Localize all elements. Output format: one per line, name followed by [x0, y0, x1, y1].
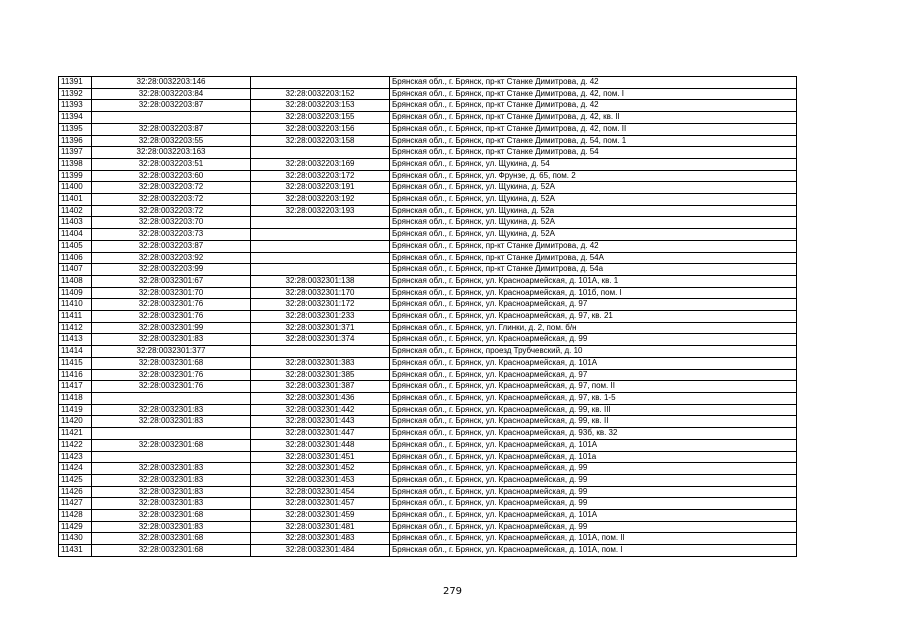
row-number-cell: 11424: [59, 463, 92, 475]
cadastral-number-cell: 32:28:0032203:60: [92, 170, 251, 182]
table-row: [59, 135, 797, 147]
object-cadastral-number-cell: 32:28:0032301:453: [251, 474, 390, 486]
object-cadastral-number-cell: 32:28:0032301:483: [251, 533, 390, 545]
object-cadastral-number-cell: 32:28:0032301:457: [251, 498, 390, 510]
object-cadastral-number-cell: 32:28:0032301:436: [251, 392, 390, 404]
table-row: [59, 205, 797, 217]
row-number-cell: 11431: [59, 545, 92, 557]
address-cell: Брянская обл., г. Брянск, ул. Щукина, д. 54: [390, 158, 797, 170]
table-row: [59, 392, 797, 404]
row-number-cell: 11412: [59, 322, 92, 334]
table-row: [59, 112, 797, 124]
object-cadastral-number-cell: 32:28:0032203:192: [251, 194, 390, 206]
cadastral-number-cell: 32:28:0032203:146: [92, 77, 251, 89]
cadastral-number-cell: 32:28:0032301:83: [92, 498, 251, 510]
row-number-cell: 11410: [59, 299, 92, 311]
table-row: [59, 451, 797, 463]
cadastral-number-cell: 32:28:0032203:73: [92, 229, 251, 241]
table-row: [59, 77, 797, 89]
row-number-cell: 11423: [59, 451, 92, 463]
address-cell: Брянская обл., г. Брянск, ул. Красноармейская, д. 101а: [390, 451, 797, 463]
row-number-cell: 11430: [59, 533, 92, 545]
object-cadastral-number-cell: 32:28:0032301:385: [251, 369, 390, 381]
table-row: [59, 123, 797, 135]
table-row: [59, 510, 797, 522]
cadastral-number-cell: 32:28:0032301:377: [92, 346, 251, 358]
object-cadastral-number-cell: 32:28:0032203:153: [251, 100, 390, 112]
cadastral-number-cell: 32:28:0032301:83: [92, 404, 251, 416]
address-cell: Брянская обл., г. Брянск, ул. Щукина, д. 52А: [390, 217, 797, 229]
table-row: [59, 404, 797, 416]
address-cell: Брянская обл., г. Брянск, пр-кт Станке Димитрова, д. 54а: [390, 264, 797, 276]
row-number-cell: 11420: [59, 416, 92, 428]
address-cell: Брянская обл., г. Брянск, ул. Фрунзе, д. 65, пом. 2: [390, 170, 797, 182]
row-number-cell: 11418: [59, 392, 92, 404]
object-cadastral-number-cell: 32:28:0032203:152: [251, 88, 390, 100]
table-row: [59, 100, 797, 112]
cadastral-number-cell: 32:28:0032301:83: [92, 334, 251, 346]
cadastral-number-cell: 32:28:0032203:163: [92, 147, 251, 159]
row-number-cell: 11426: [59, 486, 92, 498]
address-cell: Брянская обл., г. Брянск, пр-кт Станке Димитрова, д. 42: [390, 240, 797, 252]
table-row: [59, 322, 797, 334]
row-number-cell: 11406: [59, 252, 92, 264]
address-cell: Брянская обл., г. Брянск, ул. Красноармейская, д. 93б, кв. 32: [390, 428, 797, 440]
address-cell: Брянская обл., г. Брянск, ул. Щукина, д. 52А: [390, 182, 797, 194]
row-number-cell: 11404: [59, 229, 92, 241]
object-cadastral-number-cell: 32:28:0032301:172: [251, 299, 390, 311]
cadastral-number-cell: [92, 112, 251, 124]
table-row: [59, 533, 797, 545]
page-number: 279: [442, 586, 463, 597]
cadastral-number-cell: 32:28:0032203:87: [92, 123, 251, 135]
row-number-cell: 11405: [59, 240, 92, 252]
row-number-cell: 11417: [59, 381, 92, 393]
cadastral-number-cell: 32:28:0032203:84: [92, 88, 251, 100]
address-cell: Брянская обл., г. Брянск, пр-кт Станке Димитрова, д. 42, пом. II: [390, 123, 797, 135]
cadastral-number-cell: 32:28:0032301:76: [92, 381, 251, 393]
cadastral-number-cell: 32:28:0032203:72: [92, 182, 251, 194]
table-row: [59, 88, 797, 100]
object-cadastral-number-cell: 32:28:0032203:155: [251, 112, 390, 124]
address-cell: Брянская обл., г. Брянск, ул. Красноармейская, д. 99: [390, 521, 797, 533]
table-row: [59, 439, 797, 451]
object-cadastral-number-cell: 32:28:0032301:459: [251, 510, 390, 522]
cadastral-number-cell: 32:28:0032203:87: [92, 240, 251, 252]
table-row: [59, 275, 797, 287]
cadastral-number-cell: [92, 451, 251, 463]
object-cadastral-number-cell: 32:28:0032203:169: [251, 158, 390, 170]
address-cell: Брянская обл., г. Брянск, пр-кт Станке Димитрова, д. 54А: [390, 252, 797, 264]
address-cell: Брянская обл., г. Брянск, проезд Трубчевский, д. 10: [390, 346, 797, 358]
table-row: [59, 486, 797, 498]
table-row: [59, 217, 797, 229]
cadastral-number-cell: 32:28:0032203:55: [92, 135, 251, 147]
cadastral-number-cell: [92, 428, 251, 440]
cadastral-number-cell: 32:28:0032301:68: [92, 545, 251, 557]
row-number-cell: 11419: [59, 404, 92, 416]
address-cell: Брянская обл., г. Брянск, ул. Красноармейская, д. 97: [390, 299, 797, 311]
address-cell: Брянская обл., г. Брянск, ул. Глинки, д. 2, пом. б/н: [390, 322, 797, 334]
row-number-cell: 11396: [59, 135, 92, 147]
object-cadastral-number-cell: 32:28:0032203:158: [251, 135, 390, 147]
row-number-cell: 11394: [59, 112, 92, 124]
object-cadastral-number-cell: 32:28:0032203:172: [251, 170, 390, 182]
table-row: [59, 545, 797, 557]
object-cadastral-number-cell: 32:28:0032301:138: [251, 275, 390, 287]
table-row: [59, 416, 797, 428]
row-number-cell: 11415: [59, 357, 92, 369]
table-row: [59, 182, 797, 194]
address-cell: Брянская обл., г. Брянск, пр-кт Станке Димитрова, д. 42: [390, 100, 797, 112]
address-cell: Брянская обл., г. Брянск, пр-кт Станке Димитрова, д. 42, кв. II: [390, 112, 797, 124]
cadastral-number-cell: 32:28:0032301:83: [92, 416, 251, 428]
row-number-cell: 11393: [59, 100, 92, 112]
table-row: [59, 229, 797, 241]
row-number-cell: 11395: [59, 123, 92, 135]
cadastral-number-cell: 32:28:0032301:68: [92, 357, 251, 369]
cadastral-number-cell: 32:28:0032301:83: [92, 474, 251, 486]
object-cadastral-number-cell: 32:28:0032301:451: [251, 451, 390, 463]
object-cadastral-number-cell: 32:28:0032301:481: [251, 521, 390, 533]
cadastral-number-cell: 32:28:0032301:83: [92, 521, 251, 533]
address-cell: Брянская обл., г. Брянск, ул. Красноармейская, д. 99: [390, 498, 797, 510]
row-number-cell: 11392: [59, 88, 92, 100]
row-number-cell: 11408: [59, 275, 92, 287]
row-number-cell: 11413: [59, 334, 92, 346]
object-cadastral-number-cell: 32:28:0032301:448: [251, 439, 390, 451]
object-cadastral-number-cell: 32:28:0032301:447: [251, 428, 390, 440]
row-number-cell: 11400: [59, 182, 92, 194]
address-cell: Брянская обл., г. Брянск, ул. Красноармейская, д. 97, пом. II: [390, 381, 797, 393]
object-cadastral-number-cell: [251, 229, 390, 241]
cadastral-number-cell: 32:28:0032301:83: [92, 486, 251, 498]
address-cell: Брянская обл., г. Брянск, пр-кт Станке Димитрова, д. 42, пом. I: [390, 88, 797, 100]
cadastral-number-cell: 32:28:0032301:70: [92, 287, 251, 299]
object-cadastral-number-cell: 32:28:0032301:374: [251, 334, 390, 346]
table-row: [59, 334, 797, 346]
address-cell: Брянская обл., г. Брянск, ул. Красноармейская, д. 97, кв. 1-5: [390, 392, 797, 404]
cadastral-number-cell: 32:28:0032301:76: [92, 369, 251, 381]
cadastral-number-cell: 32:28:0032203:51: [92, 158, 251, 170]
object-cadastral-number-cell: 32:28:0032203:193: [251, 205, 390, 217]
table-row: [59, 158, 797, 170]
object-cadastral-number-cell: 32:28:0032301:443: [251, 416, 390, 428]
address-cell: Брянская обл., г. Брянск, ул. Красноармейская, д. 99: [390, 334, 797, 346]
address-cell: Брянская обл., г. Брянск, ул. Красноармейская, д. 99: [390, 486, 797, 498]
table-row: [59, 498, 797, 510]
row-number-cell: 11416: [59, 369, 92, 381]
row-number-cell: 11411: [59, 311, 92, 323]
table-row: [59, 369, 797, 381]
table-row: [59, 346, 797, 358]
cadastral-number-cell: 32:28:0032203:72: [92, 194, 251, 206]
object-cadastral-number-cell: 32:28:0032301:484: [251, 545, 390, 557]
object-cadastral-number-cell: [251, 77, 390, 89]
table-row: [59, 170, 797, 182]
cadastral-number-cell: 32:28:0032301:68: [92, 439, 251, 451]
cadastral-number-cell: [92, 392, 251, 404]
table-row: [59, 287, 797, 299]
object-cadastral-number-cell: 32:28:0032203:156: [251, 123, 390, 135]
table-row: [59, 147, 797, 159]
cadastral-number-cell: 32:28:0032301:76: [92, 311, 251, 323]
object-cadastral-number-cell: [251, 147, 390, 159]
address-cell: Брянская обл., г. Брянск, пр-кт Станке Димитрова, д. 54, пом. 1: [390, 135, 797, 147]
row-number-cell: 11407: [59, 264, 92, 276]
address-cell: Брянская обл., г. Брянск, пр-кт Станке Димитрова, д. 42: [390, 77, 797, 89]
object-cadastral-number-cell: 32:28:0032301:387: [251, 381, 390, 393]
object-cadastral-number-cell: 32:28:0032203:191: [251, 182, 390, 194]
table-row: [59, 264, 797, 276]
row-number-cell: 11414: [59, 346, 92, 358]
table-row: [59, 463, 797, 475]
cadastral-number-cell: 32:28:0032301:99: [92, 322, 251, 334]
cadastral-number-cell: 32:28:0032203:99: [92, 264, 251, 276]
cadastral-number-cell: 32:28:0032203:92: [92, 252, 251, 264]
address-cell: Брянская обл., г. Брянск, ул. Красноармейская, д. 99, кв. III: [390, 404, 797, 416]
address-cell: Брянская обл., г. Брянск, ул. Красноармейская, д. 97, кв. 21: [390, 311, 797, 323]
address-cell: Брянская обл., г. Брянск, ул. Щукина, д. 52А: [390, 194, 797, 206]
object-cadastral-number-cell: 32:28:0032301:454: [251, 486, 390, 498]
object-cadastral-number-cell: [251, 217, 390, 229]
cadastral-number-cell: 32:28:0032203:87: [92, 100, 251, 112]
address-cell: Брянская обл., г. Брянск, ул. Щукина, д. 52А: [390, 229, 797, 241]
cadastral-number-cell: 32:28:0032301:68: [92, 510, 251, 522]
table-row: [59, 240, 797, 252]
row-number-cell: 11402: [59, 205, 92, 217]
object-cadastral-number-cell: 32:28:0032301:233: [251, 311, 390, 323]
row-number-cell: 11421: [59, 428, 92, 440]
address-cell: Брянская обл., г. Брянск, ул. Щукина, д. 52а: [390, 205, 797, 217]
address-cell: Брянская обл., г. Брянск, ул. Красноармейская, д. 97: [390, 369, 797, 381]
object-cadastral-number-cell: 32:28:0032301:170: [251, 287, 390, 299]
cadastral-number-cell: 32:28:0032203:72: [92, 205, 251, 217]
table-row: [59, 521, 797, 533]
row-number-cell: 11398: [59, 158, 92, 170]
address-cell: Брянская обл., г. Брянск, ул. Красноармейская, д. 101А: [390, 357, 797, 369]
row-number-cell: 11428: [59, 510, 92, 522]
address-cell: Брянская обл., г. Брянск, ул. Красноармейская, д. 99: [390, 474, 797, 486]
address-cell: Брянская обл., г. Брянск, пр-кт Станке Димитрова, д. 54: [390, 147, 797, 159]
object-cadastral-number-cell: [251, 252, 390, 264]
object-cadastral-number-cell: [251, 264, 390, 276]
row-number-cell: 11399: [59, 170, 92, 182]
object-cadastral-number-cell: 32:28:0032301:371: [251, 322, 390, 334]
address-cell: Брянская обл., г. Брянск, ул. Красноармейская, д. 101А, пом. I: [390, 545, 797, 557]
object-cadastral-number-cell: 32:28:0032301:452: [251, 463, 390, 475]
address-cell: Брянская обл., г. Брянск, ул. Красноармейская, д. 101А, кв. 1: [390, 275, 797, 287]
table-row: [59, 252, 797, 264]
cadastral-number-cell: 32:28:0032301:76: [92, 299, 251, 311]
cadastral-number-cell: 32:28:0032301:83: [92, 463, 251, 475]
address-cell: Брянская обл., г. Брянск, ул. Красноармейская, д. 101А: [390, 439, 797, 451]
cadastral-number-cell: 32:28:0032203:70: [92, 217, 251, 229]
object-cadastral-number-cell: [251, 240, 390, 252]
table-row: [59, 428, 797, 440]
address-cell: Брянская обл., г. Брянск, ул. Красноармейская, д. 99: [390, 463, 797, 475]
registry-table-container: [58, 76, 796, 557]
table-row: [59, 194, 797, 206]
table-body: [59, 77, 797, 557]
address-cell: Брянская обл., г. Брянск, ул. Красноармейская, д. 99, кв. II: [390, 416, 797, 428]
cadastral-number-cell: 32:28:0032301:68: [92, 533, 251, 545]
row-number-cell: 11422: [59, 439, 92, 451]
object-cadastral-number-cell: 32:28:0032301:383: [251, 357, 390, 369]
row-number-cell: 11391: [59, 77, 92, 89]
cadastral-number-cell: 32:28:0032301:67: [92, 275, 251, 287]
object-cadastral-number-cell: [251, 346, 390, 358]
table-row: [59, 474, 797, 486]
table-row: [59, 299, 797, 311]
registry-table: [58, 76, 797, 557]
address-cell: Брянская обл., г. Брянск, ул. Красноармейская, д. 101А, пом. II: [390, 533, 797, 545]
object-cadastral-number-cell: 32:28:0032301:442: [251, 404, 390, 416]
row-number-cell: 11401: [59, 194, 92, 206]
table-row: [59, 311, 797, 323]
address-cell: Брянская обл., г. Брянск, ул. Красноармейская, д. 101б, пом. I: [390, 287, 797, 299]
table-row: [59, 357, 797, 369]
row-number-cell: 11409: [59, 287, 92, 299]
row-number-cell: 11397: [59, 147, 92, 159]
row-number-cell: 11429: [59, 521, 92, 533]
table-row: [59, 381, 797, 393]
row-number-cell: 11427: [59, 498, 92, 510]
row-number-cell: 11425: [59, 474, 92, 486]
row-number-cell: 11403: [59, 217, 92, 229]
address-cell: Брянская обл., г. Брянск, ул. Красноармейская, д. 101А: [390, 510, 797, 522]
